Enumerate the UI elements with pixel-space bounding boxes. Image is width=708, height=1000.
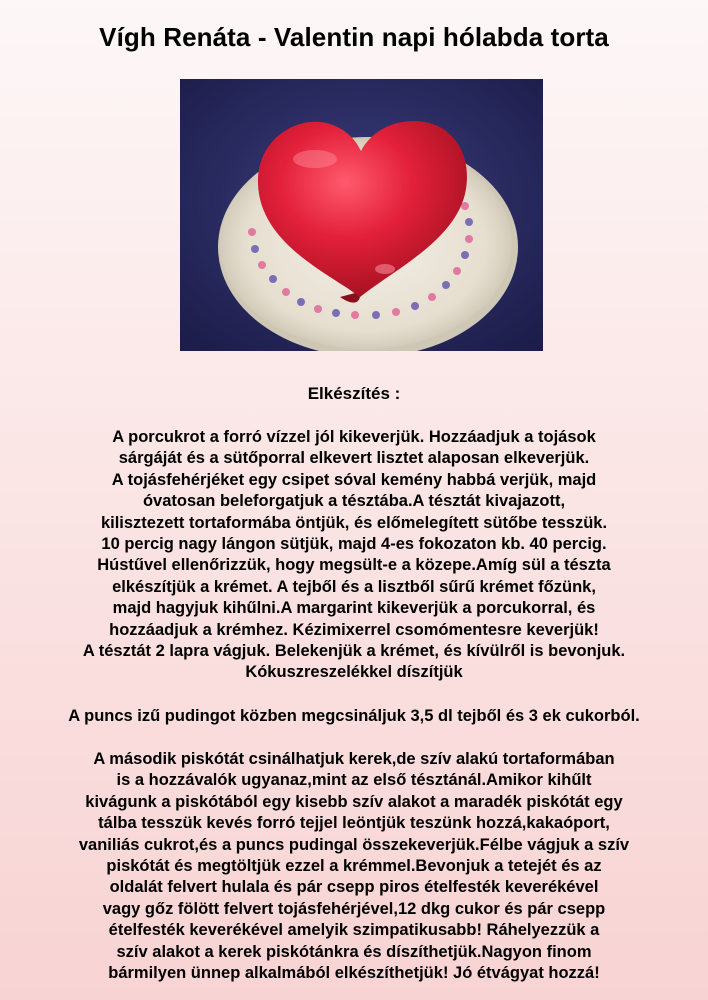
- text-line: A tojásfehérjéket egy csipet sóval kemény habbá verjük, majd: [111, 470, 597, 489]
- text-line: vagy gőz fölött felvert tojásfehérjével,12 dkg cukor és pár csepp: [102, 899, 606, 918]
- text-line: 10 percig nagy lángon sütjük, majd 4-es fokozaton kb. 40 percig.: [101, 535, 607, 554]
- section-heading: Elkészítés :: [307, 384, 401, 403]
- text-line: kilisztezett tortaformába öntjük, és előmelegített sütőbe tesszük.: [100, 513, 608, 532]
- text-line: Hústűvel ellenőrizzük, hogy megsült-e a közepe.Amíg sül a tészta: [97, 556, 611, 575]
- page-title: Vígh Renáta - Valentin napi hólabda torta: [99, 22, 609, 52]
- recipe-paragraph-1: [0, 427, 708, 684]
- text-line: A tésztát 2 lapra vágjuk. Belekenjük a krémet, és kívülről is bevonjuk.: [82, 642, 626, 661]
- text-line: Kókuszreszelékkel díszítjük: [245, 663, 463, 682]
- cake-photo-image: [180, 79, 543, 351]
- cake-photo: [180, 79, 543, 351]
- text-line: tálba tesszük kevés forró tejjel leöntjük teszünk hozzá,kakaóport,: [98, 814, 610, 833]
- text-line: hozzáadjuk a krémhez. Kézimixerrel csomómentesre keverjük!: [109, 620, 599, 639]
- text-line: ételfesték keverékével amelyik szimpatikusabb! Ráhelyezzük a: [108, 921, 600, 940]
- text-line: majd hagyjuk kihűlni.A margarint kikeverjük a porcukorral, és: [112, 599, 596, 618]
- text-line: óvatosan beleforgatjuk a tésztába.A tésztát kivajazott,: [142, 492, 566, 511]
- text-line: vaniliás cukrot,és a puncs pudingal összekeverjük.Félbe vágjuk a szív: [78, 835, 630, 854]
- text-line: bármilyen ünnep alkalmából elkészíthetjük! Jó étvágyat hozzá!: [108, 964, 600, 983]
- text-line: elkészítjük a krémet. A tejből és a lisztből sűrű krémet főzünk,: [112, 577, 596, 596]
- text-line: oldalát felvert hulala és pár csepp piros ételfesték keverékével: [109, 878, 599, 897]
- text-line: sárgáját és a sütőporral elkevert lisztet alaposan elkeverjük.: [118, 449, 590, 468]
- text-line: A porcukrot a forró vízzel jól kikeverjük. Hozzáadjuk a tojások: [112, 428, 596, 446]
- text-line: A puncs izű pudingot közben megcsináljuk 3,5 dl tejből és 3 ek cukorból.: [68, 707, 640, 725]
- recipe-paragraph-3: [0, 749, 708, 984]
- text-line: szív alakot a kerek piskótánkra és díszíthetjük.Nagyon finom: [116, 942, 592, 961]
- text-line: is a hozzávalók ugyanaz,mint az első tésztánál.Amikor kihűlt: [116, 771, 592, 790]
- recipe-paragraph-2: [0, 706, 708, 727]
- text-line: piskótát és megtöltjük ezzel a krémmel.Bevonjuk a tetejét és az: [106, 857, 602, 876]
- text-line: kivágunk a piskótából egy kisebb szív alakot a maradék piskótát egy: [85, 792, 623, 811]
- text-line: A második piskótát csinálhatjuk kerek,de szív alakú tortaformában: [93, 750, 615, 768]
